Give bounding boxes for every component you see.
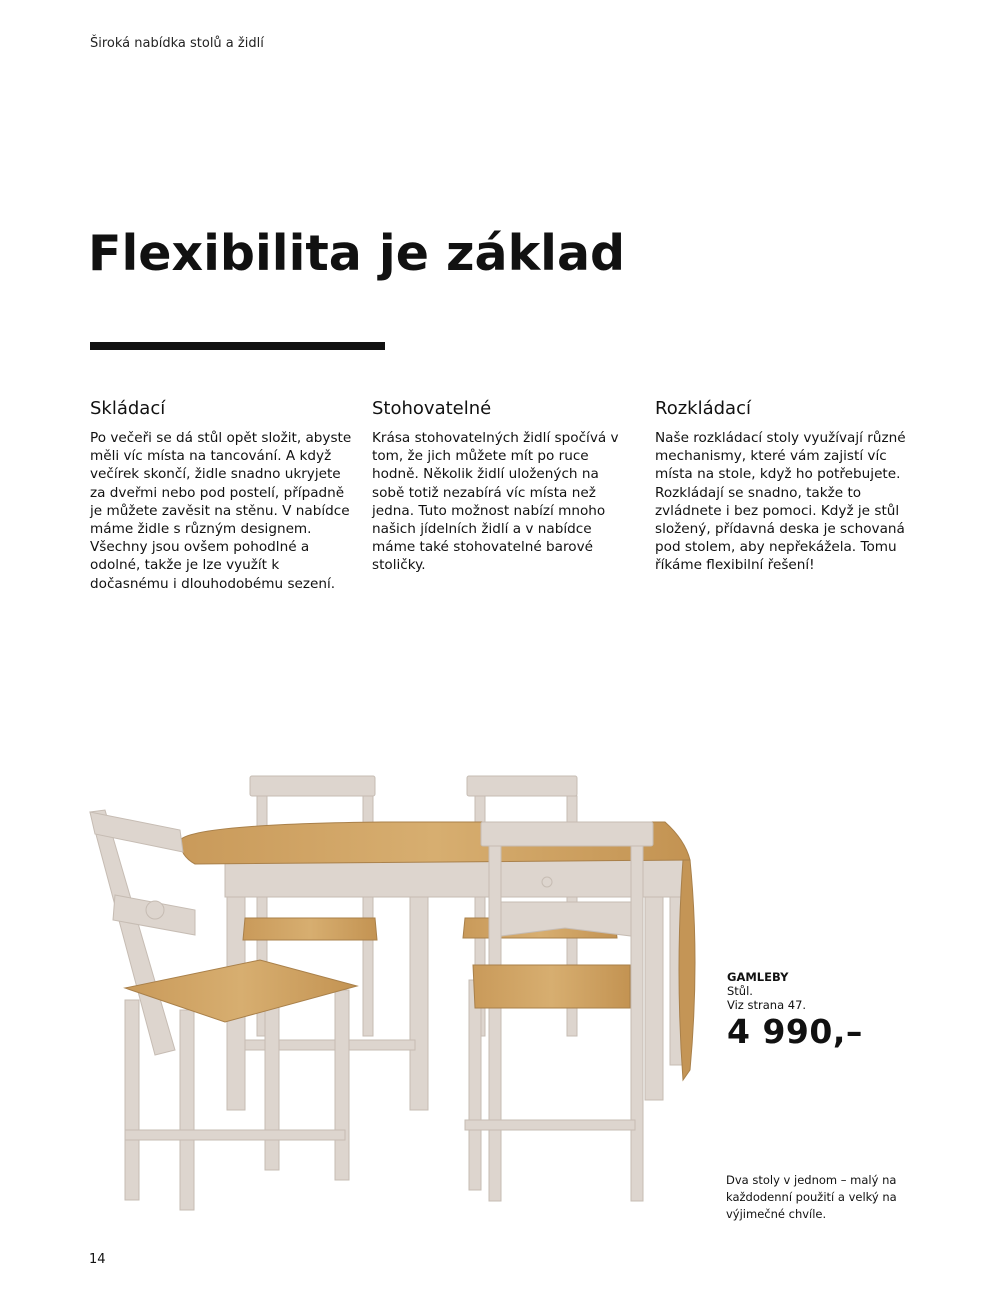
section-header: Široká nabídka stolů a židlí — [90, 36, 264, 51]
product-reference: Viz strana 47. — [727, 998, 807, 1012]
image-caption: Dva stoly v jednom – malý na každodenní použití a velký na výjimečné chvíle. — [726, 1173, 897, 1221]
column-heading: Rozkládací — [655, 398, 751, 419]
column-text: Krása stohovatelných židlí spočívá v tom, že jich můžete mít po ruce hodně. Několik židlí uložených na sobě totiž nezabírá víc místa než jedna. Tuto možnost nabízí mnoho našich jídelních židlí a v nabídce máme také stohovatelné barové stoličky. — [372, 430, 619, 574]
column-folding — [90, 398, 352, 593]
page-number: 14 — [89, 1252, 106, 1267]
product-price: 4 990,– — [727, 1012, 863, 1051]
column-text: Po večeři se dá stůl opět složit, abyste měli víc místa na tancování. A když večírek skončí, židle snadno ukryjete za dveřmi nebo pod postelí, případně je můžete zavěsit na stěnu. V nabídce máme židle s různým designem. Všechny jsou ovšem pohodlné a odolné, takže je lze využít k dočasnému i dlouhodobému sezení. — [90, 430, 352, 592]
product-info — [727, 970, 863, 1051]
page-title: Flexibilita je základ — [88, 225, 626, 282]
product-name: GAMLEBY — [727, 970, 789, 984]
title-rule — [90, 342, 385, 350]
table-and-chairs-image — [85, 760, 715, 1230]
column-heading: Stohovatelné — [372, 398, 492, 419]
column-heading: Skládací — [90, 398, 166, 419]
column-stackable — [372, 398, 634, 575]
column-text: Naše rozkládací stoly využívají různé mechanismy, které vám zajistí víc místa na stole, když ho potřebujete. Rozkládají se snadno, takže to zvládnete i bez pomoci. Když je stůl složený, přídavná deska je schovaná pod stolem, aby nepřekážela. Tomu říkáme flexibilní řešení! — [655, 430, 906, 574]
column-extendable — [655, 398, 920, 575]
product-description: Stůl. — [727, 984, 753, 998]
